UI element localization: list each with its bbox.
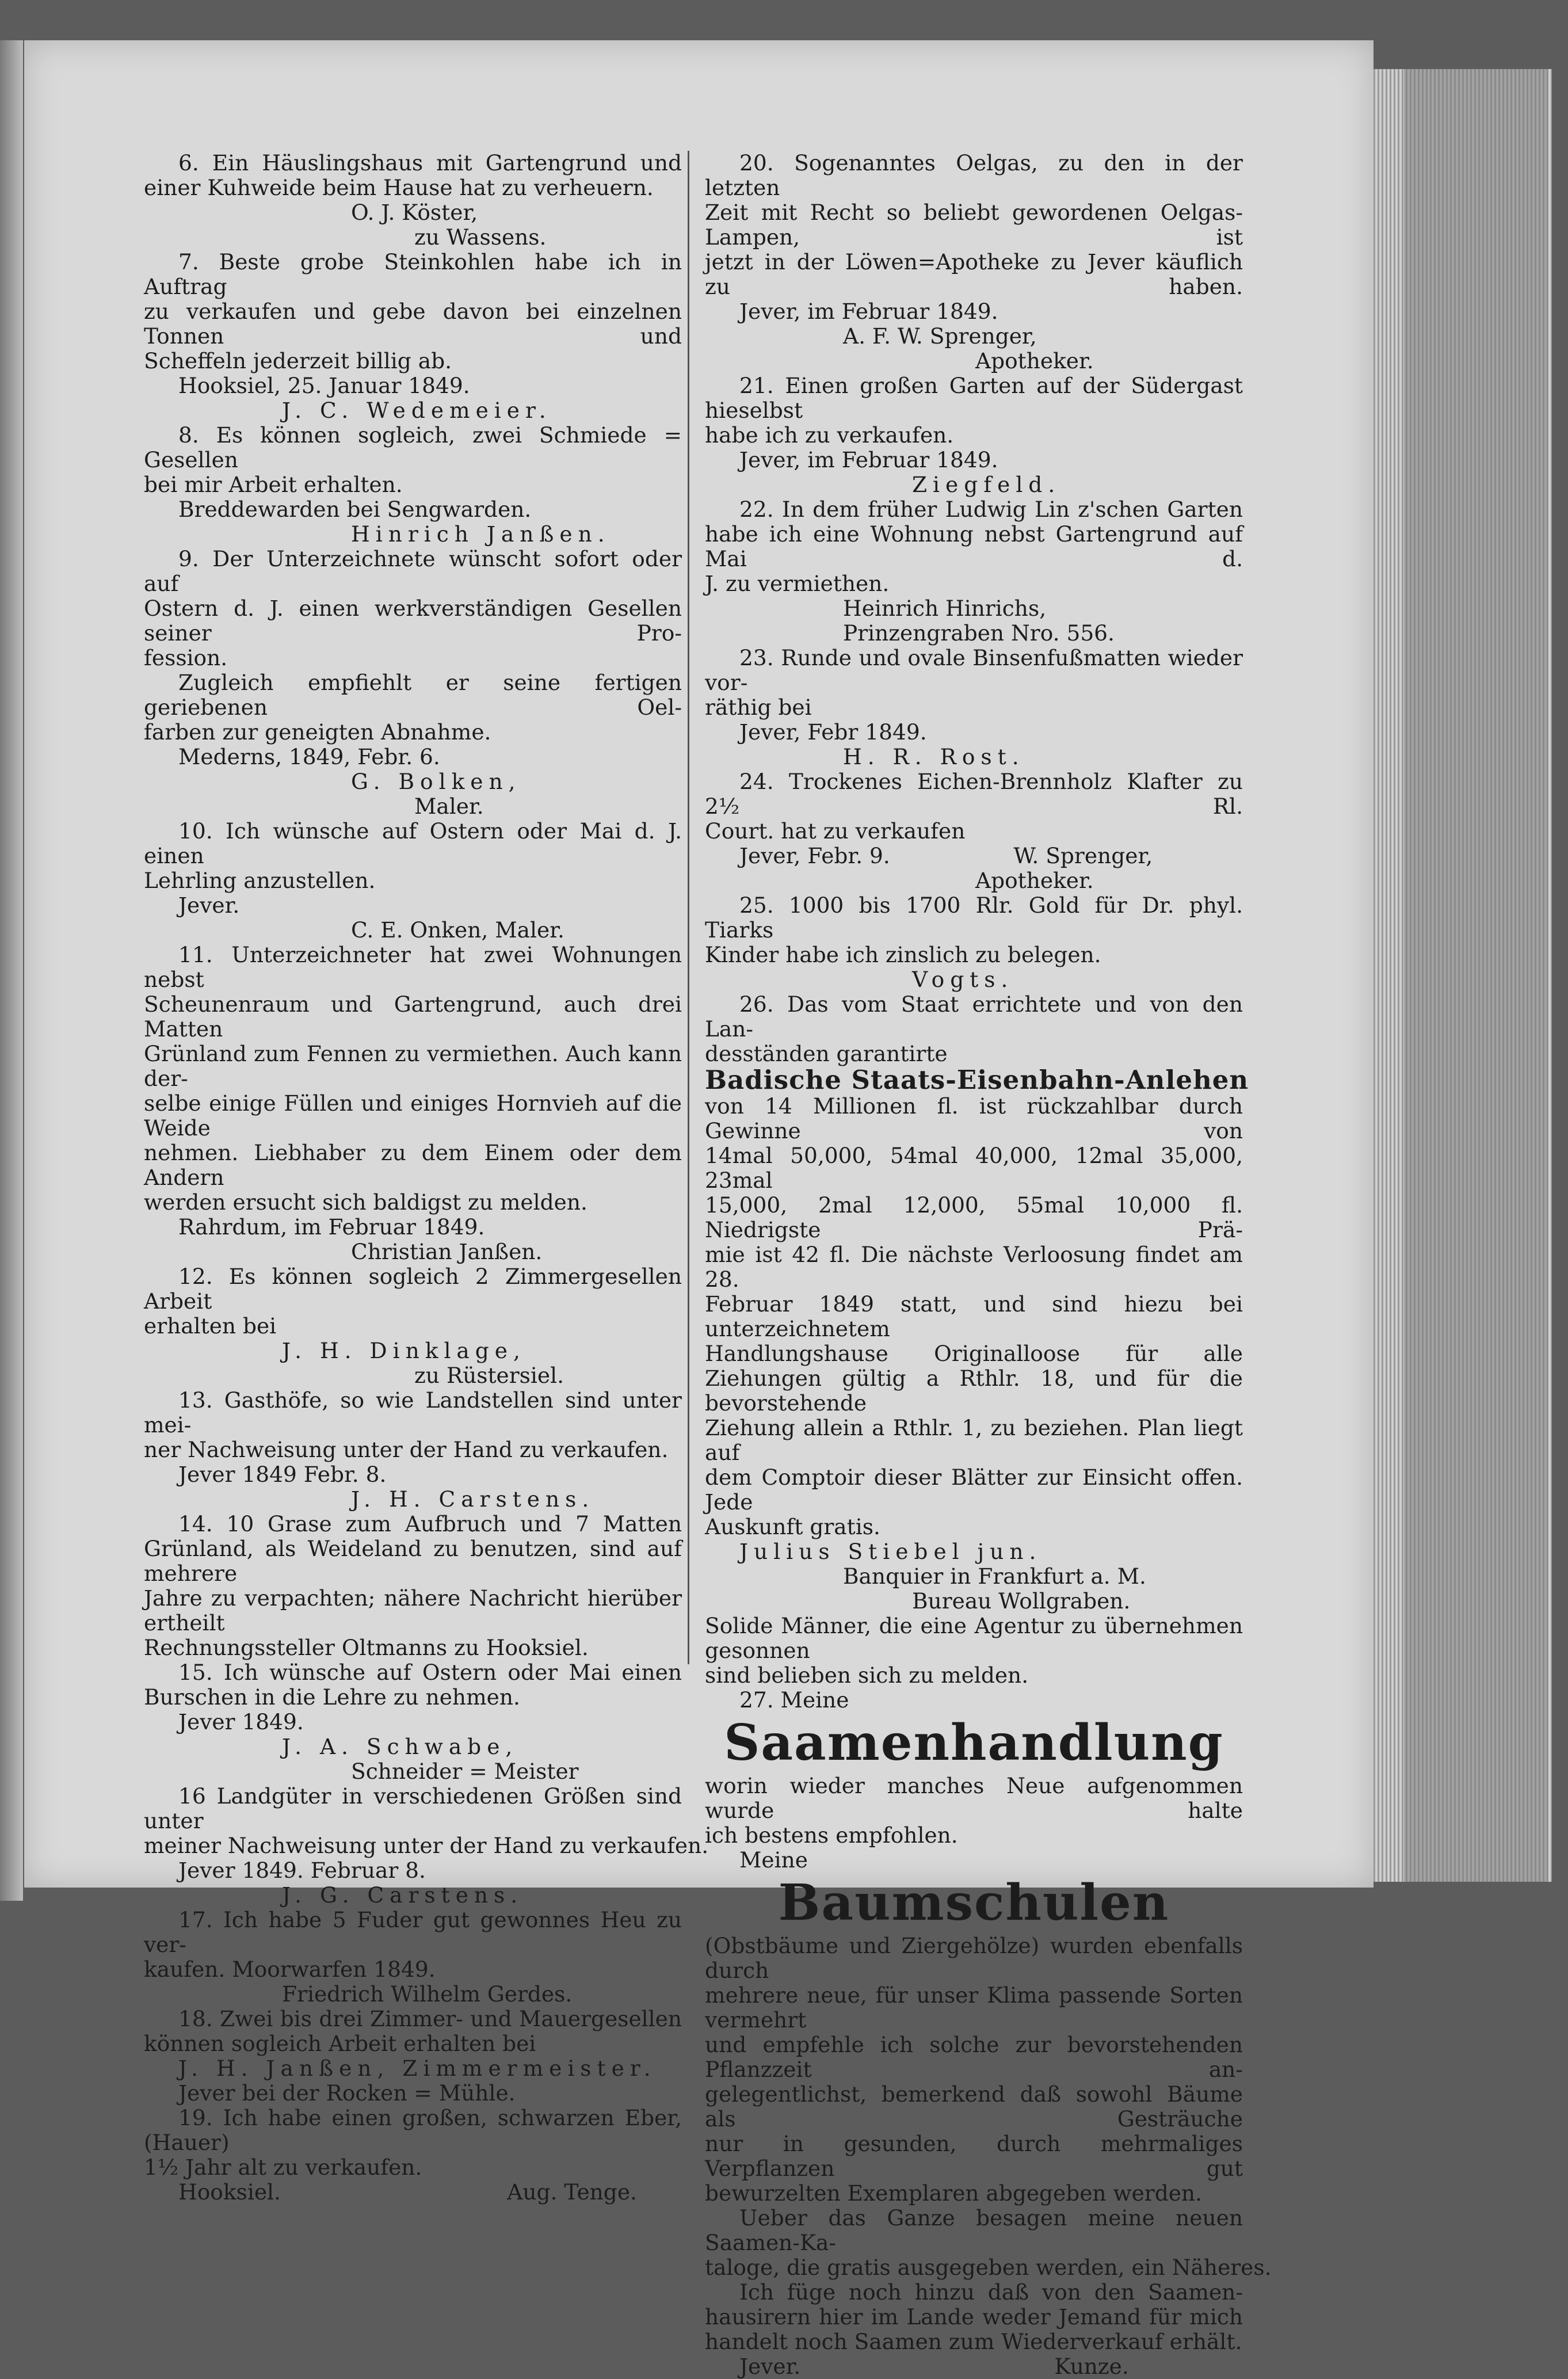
right-column-line: Ueber das Ganze besagen meine neuen Saamen-Ka- <box>705 2205 1243 2255</box>
left-column-line: Christian Janßen. <box>351 1239 543 1264</box>
left-column-line: Lehrling anzustellen. <box>144 868 376 893</box>
left-column-line: Grünland, als Weideland zu benutzen, sind auf mehrere <box>144 1536 682 1586</box>
right-column-line: taloge, die gratis ausgegeben werden, ein Näheres. <box>705 2255 1272 2280</box>
left-column-line: einer Kuhweide beim Hause hat zu verheuern. <box>144 175 654 200</box>
left-column-line: J. H. Janßen, Zimmermeister. <box>178 2056 657 2081</box>
left-column-line: 7. Beste grobe Steinkohlen habe ich in Auftrag <box>144 249 682 299</box>
left-column-line: kaufen. Moorwarfen 1849. <box>144 1957 436 1982</box>
left-column-line: zu Rüstersiel. <box>414 1363 564 1388</box>
left-column-line: nehmen. Liebhaber zu dem Einem oder dem Andern <box>144 1140 682 1190</box>
right-column-line: Badische Staats-Eisenbahn-Anlehen <box>705 1065 1249 1095</box>
right-column-line: habe ich zu verkaufen. <box>705 422 954 448</box>
left-page-edge <box>0 40 23 1901</box>
left-column-line: 18. Zwei bis drei Zimmer- und Mauergesellen <box>178 2006 682 2031</box>
right-column-line: Zeit mit Recht so beliebt gewordenen Oelgas-Lampen, ist <box>705 200 1243 250</box>
right-column-line: desständen garantirte <box>705 1041 948 1066</box>
right-column-line: Prinzengraben Nro. 556. <box>843 620 1115 646</box>
right-column-line: Meine <box>739 1847 808 1873</box>
right-column-line: dem Comptoir dieser Blätter zur Einsicht offen. Jede <box>705 1465 1243 1515</box>
right-column-line: J. zu vermiethen. <box>705 571 890 596</box>
left-column-line: Grünland zum Fennen zu vermiethen. Auch kann der- <box>144 1041 682 1091</box>
left-column-line: J. G. Carstens. <box>282 1882 524 1908</box>
left-column-line: 17. Ich habe 5 Fuder gut gewonnes Heu zu ver- <box>144 1907 682 1957</box>
right-column-line: Ich füge noch hinzu daß von den Saamen- <box>739 2279 1243 2305</box>
right-column-line: Februar 1849 statt, und sind hiezu bei unterzeichnetem <box>705 1291 1243 1341</box>
right-column-line: Solide Männer, die eine Agentur zu übernehmen gesonnen <box>705 1613 1243 1663</box>
right-column-line: Ziehung allein a Rthlr. 1, zu beziehen. Plan liegt auf <box>705 1415 1243 1465</box>
left-column-line: 14. 10 Grase zum Aufbruch und 7 Matten <box>178 1511 682 1537</box>
left-column-line: G. Bolken, <box>351 769 521 794</box>
right-column-line: 26. Das vom Staat errichtete und von den Lan- <box>705 992 1243 1042</box>
right-column-line: Julius Stiebel jun. <box>739 1539 1042 1564</box>
left-column-line: Jever bei der Rocken = Mühle. <box>178 2080 516 2106</box>
right-column-line: habe ich eine Wohnung nebst Gartengrund auf Mai d. <box>705 521 1243 571</box>
right-column-line: Ziegfeld. <box>912 472 1061 497</box>
right-column-line: Apotheker. <box>975 348 1094 373</box>
right-column-line: Banquier in Frankfurt a. M. <box>843 1564 1146 1589</box>
left-column-line: Schneider = Meister <box>351 1759 579 1784</box>
right-column-line: ich bestens empfohlen. <box>705 1823 958 1848</box>
left-column-line: Friedrich Wilhelm Gerdes. <box>282 1981 573 2007</box>
right-column-line: und empfehle ich solche zur bevorstehenden Pflanzzeit an- <box>705 2032 1243 2082</box>
left-column-line: Maler. <box>414 794 484 819</box>
right-column-line: Vogts. <box>912 967 1014 992</box>
left-column-line: 16 Landgüter in verschiedenen Größen sind unter <box>144 1783 682 1833</box>
right-column-line: Baumschulen <box>778 1874 1170 1932</box>
right-column-line: jetzt in der Löwen=Apotheke zu Jever käuflich zu haben. <box>705 249 1243 299</box>
right-column-line: hausirern hier im Lande weder Jemand für mich <box>705 2304 1243 2330</box>
right-column-line: Jever, Febr. 9. W. Sprenger, <box>739 843 1153 868</box>
right-column-line: H. R. Rost. <box>843 744 1025 769</box>
left-column-line: 13. Gasthöfe, so wie Landstellen sind unter mei- <box>144 1387 682 1438</box>
right-column-line: Jever. Kunze. <box>739 2354 1129 2379</box>
left-column-line: Scheffeln jederzeit billig ab. <box>144 348 452 373</box>
right-column-line: Jever, Febr 1849. <box>739 719 927 745</box>
right-column-line: 27. Meine <box>739 1687 849 1713</box>
left-column <box>144 150 709 2205</box>
left-column-line: ner Nachweisung unter der Hand zu verkaufen. <box>144 1437 669 1462</box>
right-column-line: nur in gesunden, durch mehrmaliges Verpflanzen gut <box>705 2131 1243 2181</box>
left-column-line: 1½ Jahr alt zu verkaufen. <box>144 2155 422 2180</box>
left-column-line: Hooksiel, 25. Januar 1849. <box>178 373 470 398</box>
left-column-line: werden ersucht sich baldigst zu melden. <box>144 1190 587 1215</box>
left-column-line: zu verkaufen und gebe davon bei einzelnen Tonnen und <box>144 299 682 349</box>
right-column-line: (Obstbäume und Ziergehölze) wurden ebenfalls durch <box>705 1933 1243 1983</box>
right-column-line: Auskunft gratis. <box>705 1514 880 1539</box>
right-column-line: worin wieder manches Neue aufgenommen wurde halte <box>705 1773 1243 1823</box>
left-column-line: bei mir Arbeit erhalten. <box>144 472 403 497</box>
left-column-line: 12. Es können sogleich 2 Zimmergesellen Arbeit <box>144 1264 682 1314</box>
left-column-line: meiner Nachweisung unter der Hand zu verkaufen. <box>144 1833 709 1858</box>
left-column-line: J. A. Schwabe, <box>282 1734 518 1759</box>
left-column-line: 10. Ich wünsche auf Ostern oder Mai d. J. einen <box>144 818 682 868</box>
left-column-line: J. C. Wedemeier. <box>282 398 552 423</box>
left-column-line: 11. Unterzeichneter hat zwei Wohnungen nebst <box>144 942 682 992</box>
right-column-line: A. F. W. Sprenger, <box>843 323 1037 349</box>
right-column-line: Apotheker. <box>975 868 1094 893</box>
right-column-line: mie ist 42 fl. Die nächste Verloosung findet am 28. <box>705 1242 1243 1292</box>
left-column-line: 8. Es können sogleich, zwei Schmiede = Gesellen <box>144 422 682 472</box>
right-column-line: 14mal 50,000, 54mal 40,000, 12mal 35,000, 23mal <box>705 1143 1243 1193</box>
right-column-line: 20. Sogenanntes Oelgas, zu den in der letzten <box>705 150 1243 200</box>
left-column-line: erhalten bei <box>144 1313 277 1339</box>
right-column <box>705 150 1272 2379</box>
left-column-line: farben zur geneigten Abnahme. <box>144 719 491 745</box>
left-column-line: Rahrdum, im Februar 1849. <box>178 1214 485 1240</box>
right-column-line: Bureau Wollgraben. <box>912 1588 1131 1614</box>
right-column-line: 25. 1000 bis 1700 Rlr. Gold für Dr. phyl. Tiarks <box>705 893 1243 943</box>
right-column-line: Court. hat zu verkaufen <box>705 818 966 844</box>
right-column-line: Saamenhandlung <box>724 1714 1224 1772</box>
left-column-line: 9. Der Unterzeichnete wünscht sofort oder auf <box>144 546 682 596</box>
left-column-line: Mederns, 1849, Febr. 6. <box>178 744 440 769</box>
right-column-line: handelt noch Saamen zum Wiederverkauf erhält. <box>705 2329 1242 2354</box>
left-column-line: Rechnungssteller Oltmanns zu Hooksiel. <box>144 1635 589 1660</box>
right-column-line: 21. Einen großen Garten auf der Südergast hieselbst <box>705 373 1243 423</box>
left-column-line: 15. Ich wünsche auf Ostern oder Mai einen <box>178 1660 682 1685</box>
right-column-line: Handlungshause Originalloose für alle <box>705 1341 1243 1366</box>
right-column-line: 15,000, 2mal 12,000, 55mal 10,000 fl. Niedrigste Prä- <box>705 1192 1243 1242</box>
book-cover-edge <box>1404 69 1548 1882</box>
column-rule <box>688 151 689 1664</box>
right-column-line: Jever, im Februar 1849. <box>739 447 998 472</box>
left-column-line: selbe einige Füllen und einiges Hornvieh auf die Weide <box>144 1091 682 1141</box>
left-column-line: Jever 1849 Febr. 8. <box>178 1462 387 1487</box>
right-column-line: mehrere neue, für unser Klima passende Sorten vermehrt <box>705 1982 1243 2033</box>
left-column-line: Burschen in die Lehre zu nehmen. <box>144 1684 520 1710</box>
left-column-line: Ostern d. J. einen werkverständigen Gesellen seiner Pro- <box>144 596 682 646</box>
right-column-line: Ziehungen gültig a Rthlr. 18, und für die bevorstehende <box>705 1366 1243 1416</box>
right-column-line: sind belieben sich zu melden. <box>705 1663 1029 1688</box>
left-column-line: fession. <box>144 645 228 670</box>
right-column-line: von 14 Millionen fl. ist rückzahlbar durch Gewinne von <box>705 1093 1243 1143</box>
left-column-line: können sogleich Arbeit erhalten bei <box>144 2031 536 2056</box>
right-column-line: 22. In dem früher Ludwig Lin z'schen Garten <box>739 497 1243 522</box>
left-column-line: Jever. <box>178 893 240 918</box>
right-column-line: Kinder habe ich zinslich zu belegen. <box>705 942 1101 967</box>
left-column-line: Jahre zu verpachten; nähere Nachricht hierüber ertheilt <box>144 1585 682 1635</box>
left-column-line: Jever 1849. <box>178 1709 304 1734</box>
right-column-line: räthig bei <box>705 695 812 720</box>
left-column-line: Breddewarden bei Sengwarden. <box>178 497 532 522</box>
left-column-line: Scheunenraum und Gartengrund, auch drei Matten <box>144 992 682 1042</box>
left-column-line: J. H. Dinklage, <box>282 1338 526 1363</box>
left-column-line: C. E. Onken, Maler. <box>351 917 564 943</box>
right-column-line: 24. Trockenes Eichen-Brennholz Klafter zu 2½ Rl. <box>705 769 1243 819</box>
left-column-line: 6. Ein Häuslingshaus mit Gartengrund und <box>178 150 682 176</box>
right-column-line: bewurzelten Exemplaren abgegeben werden. <box>705 2180 1202 2206</box>
left-column-line: Hooksiel. Aug. Tenge. <box>178 2179 637 2205</box>
left-column-line: O. J. Köster, <box>351 200 478 225</box>
left-column-line: Hinrich Janßen. <box>351 521 611 547</box>
right-column-line: gelegentlichst, bemerkend daß sowohl Bäume als Gesträuche <box>705 2081 1243 2132</box>
left-column-line: Zugleich empfiehlt er seine fertigen geriebenen Oel- <box>144 670 682 720</box>
left-column-line: 19. Ich habe einen großen, schwarzen Eber, (Hauer) <box>144 2105 682 2155</box>
right-column-line: Jever, im Februar 1849. <box>739 299 998 324</box>
left-column-line: Jever 1849. Februar 8. <box>178 1858 426 1883</box>
right-column-line: Heinrich Hinrichs, <box>843 596 1047 621</box>
left-column-line: zu Wassens. <box>414 224 547 250</box>
left-column-line: J. H. Carstens. <box>351 1486 595 1512</box>
right-column-line: 23. Runde und ovale Binsenfußmatten wieder vor- <box>705 645 1243 695</box>
